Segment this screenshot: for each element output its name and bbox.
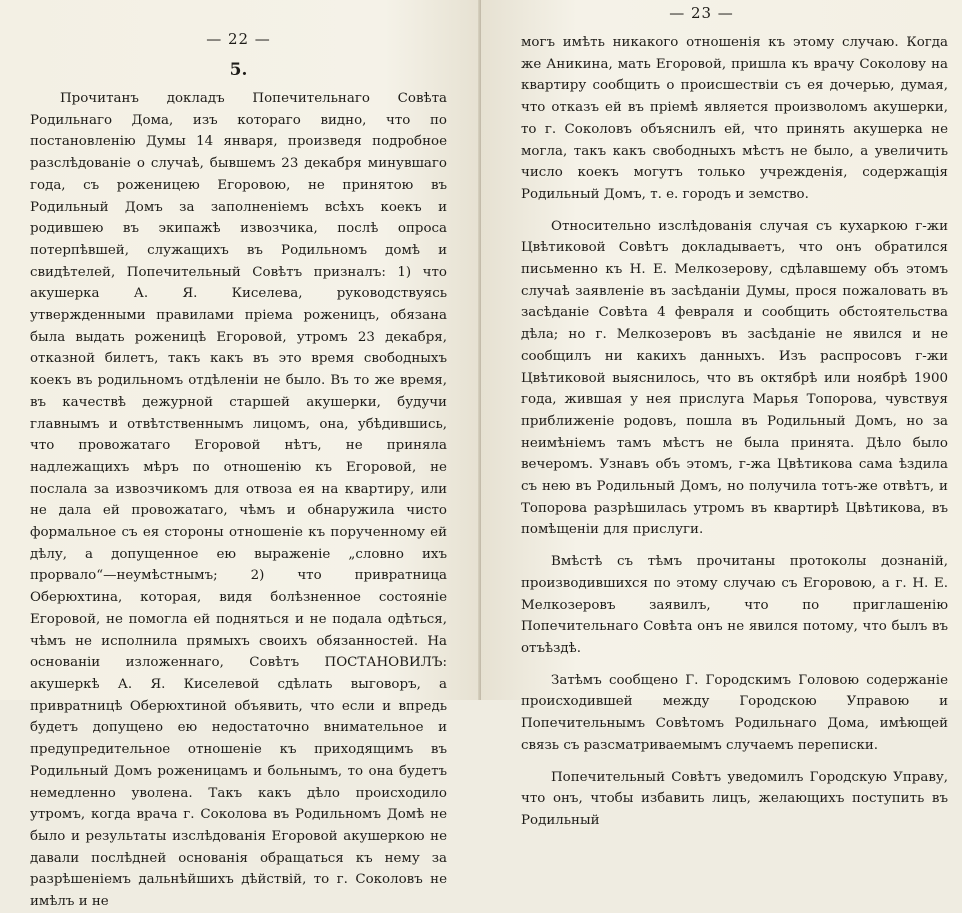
paragraph-protocols: Вмѣстѣ съ тѣмъ прочитаны протоколы дознаній, производившихся по этому случаю съ Егоровою, а г. Н. Е. Мелкозеровъ заявилъ, что по приглашенію Попечительнаго Совѣта онъ не явился потому, что былъ въ отъѣздѣ. bbox=[521, 554, 948, 656]
left-page-text bbox=[30, 88, 447, 913]
section-heading: 5. bbox=[229, 60, 248, 80]
paragraph-correspondence: Затѣмъ сообщено Г. Городскимъ Головою содержаніе происходившей между Городскою Управою и Попечительнымъ Совѣтомъ Родильнаго Дома, имѣющей связь съ разсматриваемымъ случаемъ переписки. bbox=[521, 672, 948, 753]
paragraph-report: Прочитанъ докладъ Попечительнаго Совѣта Родильнаго Дома, изъ котораго видно, что по постановленію Думы 14 января, произведя подробное разслѣдованіе о случаѣ, бывшемъ 23 декабря минувшаго года, съ роженицею Егоровою, не принятою въ Родильный Домъ за заполненіемъ всѣхъ коекъ и родившею въ экипажѣ извозчика, послѣ опроса потерпѣвшей, служащихъ въ Родильномъ домѣ и свидѣтелей, Попечительный Совѣтъ призналъ: 1) что акушерка А. Я. Киселева, руководствуясь утвержденными правилами пріема роженицъ, обязана была выдать роженицѣ Егоровой, утромъ 23 декабря, отказной билетъ, такъ какъ въ это время свободныхъ коекъ въ родильномъ отдѣленіи не было. Въ то же время, въ качествѣ дежурной старшей акушерки, будучи главнымъ и отвѣтственнымъ лицомъ, она, убѣдившись, что провожатаго Егоровой нѣтъ, не приняла надлежащихъ мѣръ по отношенію къ Егоровой, не послала за извозчикомъ для отвоза ея на квартиру, или не дала ей провожатаго, чѣмъ и обнаружила чисто формальное съ ея стороны отношеніе къ порученному ей дѣлу, а допущенное ею выраженіе „словно ихъ прорвало“—неумѣстнымъ; 2) что привратница Оберюхтина, которая, видя болѣзненное состояніе Егоровой, не помогла ей подняться и не подала одѣться, чѣмъ не исполнила прямыхъ своихъ обязанностей. На основаніи изложеннаго, Совѣтъ ПОСТАНОВИЛЪ: акушеркѣ А. Я. Киселевой сдѣлать выговоръ, а привратницѣ Оберюхтиной объявить, что если и впредь будетъ допущено ею недостаточно внимательное и предупредительное отношеніе къ приходящимъ въ Родильный Домъ роженицамъ и больнымъ, то она будетъ немедленно уволена. Такъ какъ дѣло происходило утромъ, когда врача г. Соколова въ Родильномъ Домѣ не было и результаты изслѣдованія Егоровой акушеркою не давали послѣдней основанія обращаться къ нему за разрѣшеніемъ дальнѣйшихъ дѣйствій, то г. Соколовъ не имѣлъ и не bbox=[30, 91, 447, 910]
paragraph-tsvetikova: Относительно изслѣдованія случая съ кухаркою г-жи Цвѣтиковой Совѣтъ докладываетъ, что онъ обратился письменно къ Н. Е. Мелкозерову, сдѣлавшему объ этомъ случаѣ заявленіе въ засѣданіи Думы, прося пожаловать въ засѣданіе Совѣта 4 февраля и сообщить обстоятельства дѣла; но г. Мелкозеровъ въ засѣданіе не явился и не сообщилъ ни какихъ данныхъ. Изъ распросовъ г-жи Цвѣтиковой выяснилось, что въ октябрѣ или ноябрѣ 1900 года, жившая у нея прислуга Марья Топорова, чувствуя приближеніе родовъ, пошла въ Родильный Домъ, но за неимѣніемъ тамъ мѣстъ не была принята. Дѣло было вечеромъ. Узнавъ объ этомъ, г-жа Цвѣтикова сама ѣздила съ нею въ Родильный Домъ, но получила тотъ-же отвѣтъ, и Топорова разрѣшилась утромъ въ квартирѣ Цвѣтикова, въ помѣщеніи для прислуги. bbox=[521, 218, 948, 538]
left-page bbox=[0, 0, 481, 910]
paragraph-continuation: могъ имѣть никакого отношенія къ этому случаю. Когда же Аникина, мать Егоровой, пришла къ врачу Соколову на квартиру сообщить о происшествіи съ ея дочерью, думая, что отказъ ей въ пріемѣ является произволомъ акушерки, то г. Соколовъ объяснилъ ей, что принять акушерка не могла, такъ какъ свободныхъ мѣстъ не было, а увеличить число коекъ могутъ только учрежденія, содержащія Родильный Домъ, т. е. городъ и земство. bbox=[521, 35, 948, 202]
right-page bbox=[481, 0, 962, 828]
page-number-right: — 23 — bbox=[669, 4, 734, 22]
right-page-text bbox=[521, 32, 948, 832]
page-number-left: — 22 — bbox=[206, 30, 271, 48]
paragraph-notification: Попечительный Совѣтъ уведомилъ Городскую Управу, что онъ, чтобы избавить лицъ, желающихъ поступить въ Родильный bbox=[521, 769, 948, 828]
